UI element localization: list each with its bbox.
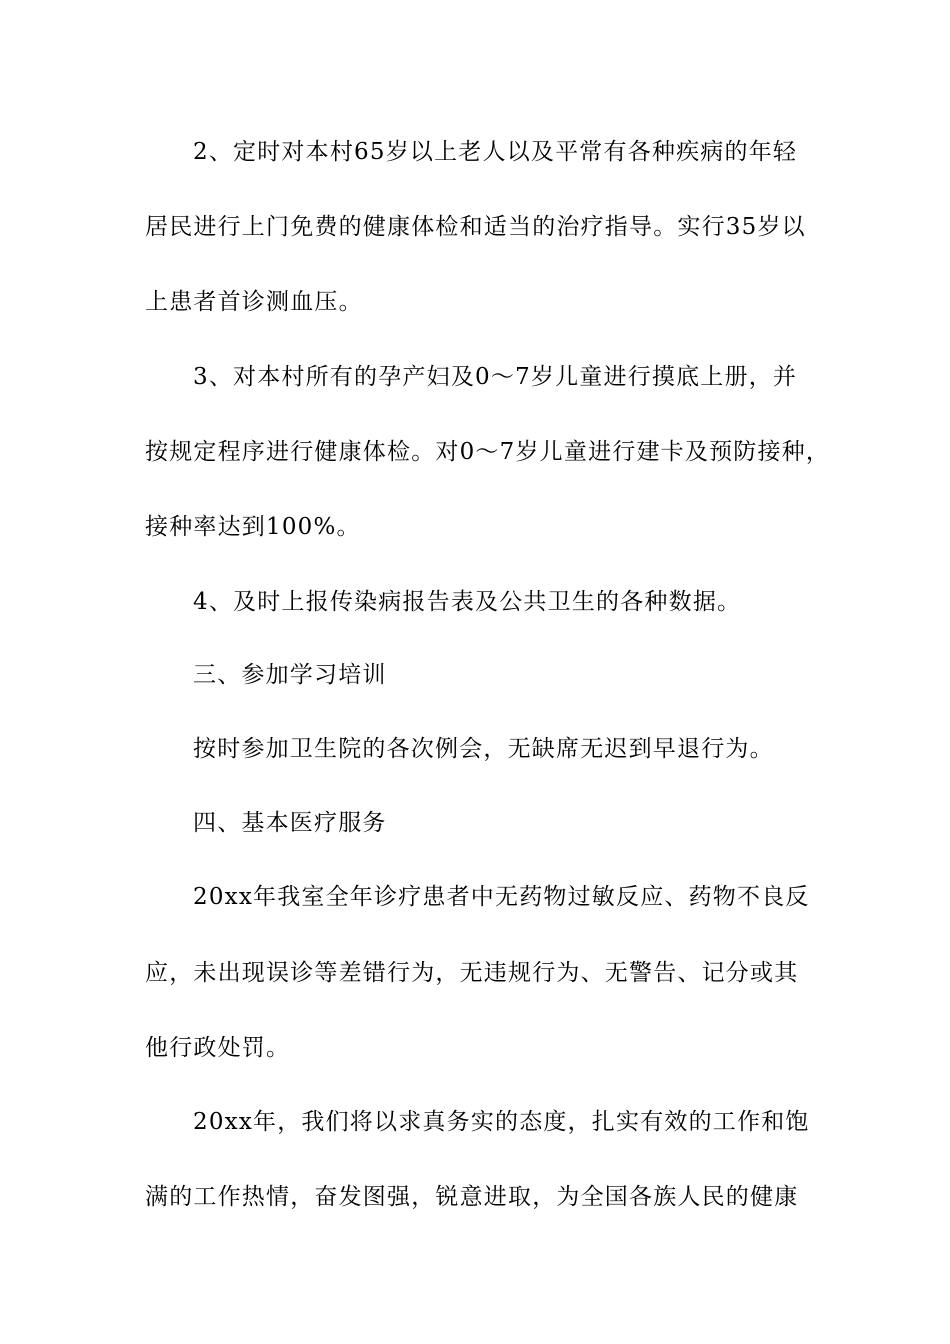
paragraph-line: 20xx年，我们将以求真务实的态度，扎实有效的工作和饱 — [193, 1109, 810, 1135]
paragraph-line: 按时参加卫生院的各次例会，无缺席无迟到早退行为。 — [193, 736, 774, 762]
paragraph-line: 接种率达到100%。 — [145, 514, 361, 540]
paragraph-line: 3、对本村所有的孕产妇及0～7岁儿童进行摸底上册，并 — [193, 364, 798, 390]
paragraph-line: 居民进行上门免费的健康体检和适当的治疗指导。实行35岁以 — [145, 214, 806, 240]
paragraph-line: 按规定程序进行健康体检。对0～7岁儿童进行建卡及预防接种， — [145, 439, 831, 465]
paragraph-line: 满的工作热情，奋发图强，锐意进取，为全国各族人民的健康 — [145, 1184, 799, 1210]
paragraph-line: 应，未出现误诊等差错行为，无违规行为、无警告、记分或其 — [145, 960, 799, 986]
paragraph-line: 上患者首诊测血压。 — [145, 289, 363, 315]
paragraph-line: 4、及时上报传染病报告表及公共卫生的各种数据。 — [193, 589, 742, 615]
paragraph-line: 他行政处罚。 — [145, 1035, 291, 1061]
section-heading: 四、基本医疗服务 — [193, 810, 387, 836]
paragraph-line: 20xx年我室全年诊疗患者中无药物过敏反应、药物不良反 — [193, 884, 810, 910]
section-heading: 三、参加学习培训 — [193, 662, 387, 688]
paragraph-line: 2、定时对本村65岁以上老人以及平常有各种疾病的年轻 — [193, 139, 798, 165]
